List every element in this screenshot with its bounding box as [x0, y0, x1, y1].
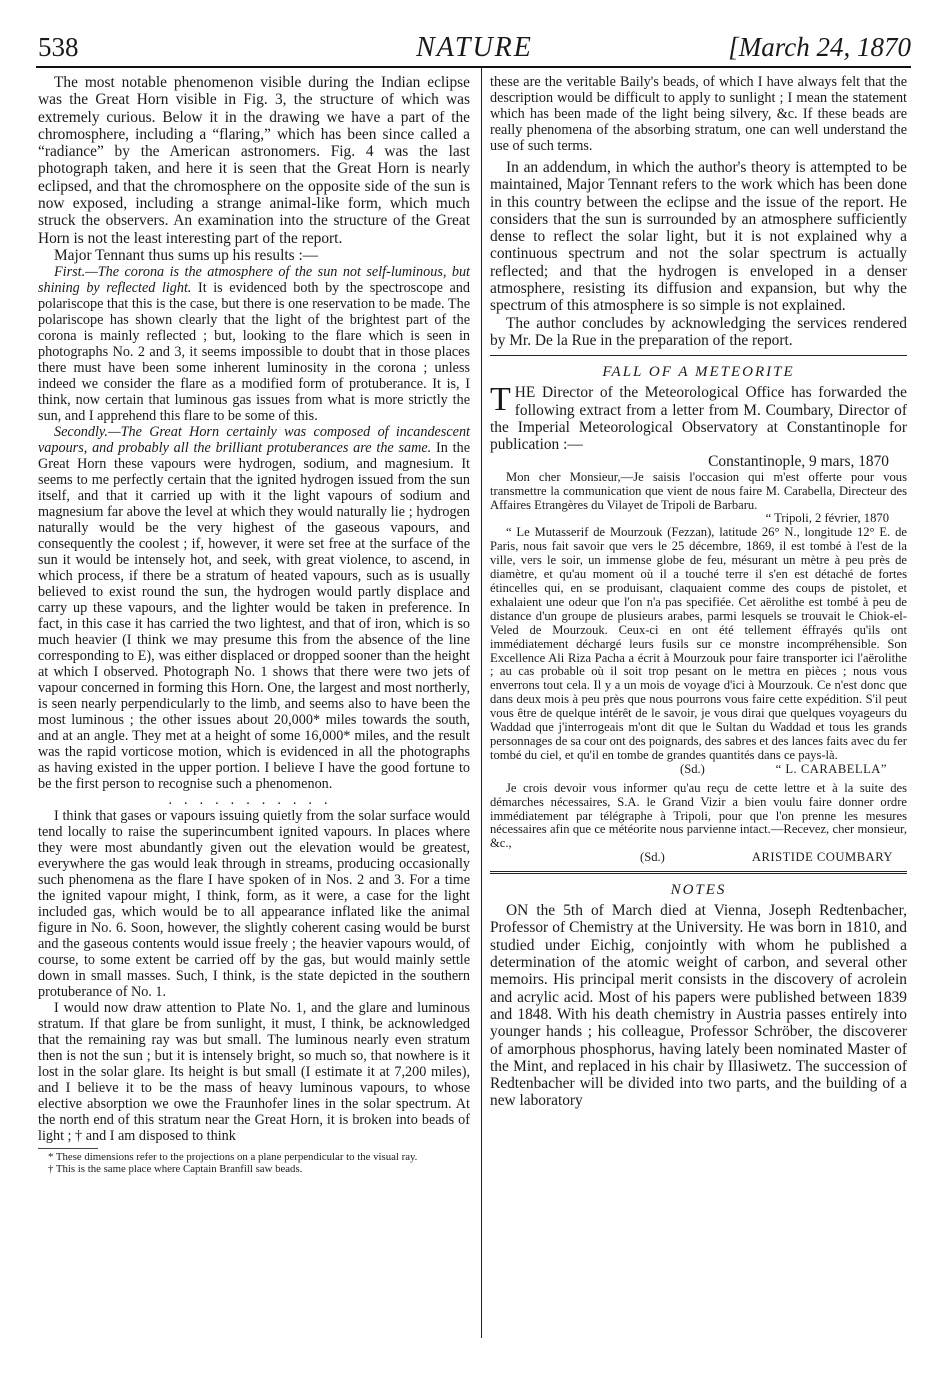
dateline-tripoli: “ Tripoli, 2 février, 1870 — [765, 511, 889, 526]
right-column — [490, 74, 907, 1110]
footnotes — [38, 1152, 470, 1175]
signature-coumbary-name: ARISTIDE COUMBARY — [751, 850, 893, 865]
meteorite-intro-block — [490, 381, 907, 471]
journal-title: NATURE — [416, 32, 533, 63]
notes-block — [490, 902, 907, 1110]
paragraph-first — [38, 264, 470, 424]
notes-rule — [490, 871, 907, 874]
paragraph-conclusion: The author concludes by acknowledging the services rendered by Mr. De la Rue in the preparation of the report. — [490, 314, 907, 349]
addendum-block — [490, 159, 907, 349]
left-column — [38, 74, 470, 1175]
footnote-rule — [38, 1148, 98, 1149]
signature-carabella-sd: (Sd.) — [680, 761, 705, 776]
first-body: It is evidenced both by the spectroscope and polariscope that this is the case, but there is one reservation to be made. The polariscope has shown clearly that the light of the brightest part of the corona is mainly reflected ; but, looking to the flare which is seen in photographs No. 2 and 3, it seems impossible to doubt that in those places there must have been some inherent luminosity in the corona ; unless indeed we consider the flare as a modified form of protuberance. It is, I think, now certain that luminous gas issues from what is more strictly the sun, and I apprehend this flare to be some of this. — [38, 280, 470, 425]
notes-heading: NOTES — [670, 882, 727, 899]
footnote-beads: † This is the same place where Captain Branfill saw beads. — [48, 1162, 303, 1175]
footnote-dimensions: * These dimensions refer to the projections on a plane perpendicular to the visual ray. — [48, 1151, 418, 1164]
signature-carabella — [490, 763, 907, 777]
page-number: 538 — [38, 32, 79, 62]
signature-carabella-name: “ L. CARABELLA” — [775, 761, 887, 776]
section-rule — [490, 355, 907, 356]
page-header — [38, 32, 911, 66]
header-rule — [36, 66, 911, 68]
signature-coumbary-sd: (Sd.) — [640, 850, 665, 865]
letter-tripoli: “ Le Mutasserif de Mourzouk (Fezzan), latitude 26° N., longitude 12° E. de Paris, nous fait savoir que vers le 25 décembre, 1869, il est tombé à l'est de la ville, vers le soir, un immense globe de feu, mésurant un mètre à peu près de diamètre, et qu'au moment où il a touché terre il s'en est détaché de fortes étincelles qui, en se produisant, claquaient comme des coups de pistolet, et exhalaient une odeur que l'on n'a pas specifiée. Cet aërolithe est tombé à peu de distance d'un groupe de plusieurs arabes, parmi lesquels se trouvait le Chiok-el-Veled de Mourzouk. Ceux-ci en ont été tellement éffrayés qu'ils ont immédiatement déchargé leurs fusils sur ce monstre incompréhensible. Son Excellence Ali Riza Pacha a écrit à Mourzouk pour faire transporter ici l'aërolithe ; au cas probable où il soit trop pesant on le mettra en pièces ; nous vous enverrons tout cela. Il y a un mois de voyage d'ici à Mourzouk. Ce n'est donc que dans deux mois à peu près que nous pourrons vous faire cette expédition. S'il peut vous être de quelque intérêt de le savoir, je vous dirai que quelques voyageurs du Waddad que j'interrogeais m'ont dit que le Sultan du Waddad et tous les grands personnages de sa cour ont des poignards, des sabres et des lances faits avec du fer tombé du ciel, et qu'il en tombe de grandes quantités dans ce pays-là. — [490, 525, 907, 762]
secondly-lead: Secondly.—The Great Horn certainly was composed of incandescent vapours, and probably all the brilliant protuberances are the same. — [38, 424, 470, 457]
letter-closing: Je crois devoir vous informer qu'au reçu de cette lettre et à la suite des démarches nécessaires, S.A. le Grand Vizir a bien voulu faire donner ordre immédiatement par télégraphe à Tripoli, pour que l'on prenne les mesures nécessaires afin que ce météorite nous parvienne intact.—Recevez, cher monsieur, &c., — [490, 780, 907, 851]
paragraph-great-horn: The most notable phenomenon visible during the Indian eclipse was the Great Horn visible in Fig. 3, the structure of which was extremely curious. Below it in the drawing we have a part of the chromosphere, including a “flaring,” which has been since called a “radiance” by the American astronomers. Fig. 4 was the last photograph taken, and here it is seen that the Great Horn is nearly eclipsed, and that the chromosphere on the opposite side of the sun is now exposed, including a strange animal-like form, which much struck the observers. An examination into the structure of the Great Horn is not the least interesting part of the report. — [38, 74, 470, 247]
paragraph-baily-beads: these are the veritable Baily's beads, of which I have always felt that the description would be difficult to apply to sunlight ; I mean the statement which has been made of the light being silvery, &c. If these beads are really phenomena of the absorbing stratum, one can well understand the use of such terms. — [490, 74, 907, 154]
paragraph-secondly — [38, 424, 470, 792]
secondly-body: In the Great Horn these vapours were hydrogen, sodium, and magnesium. It seems to me perfectly certain that the ignited hydrogen issued from the sun itself, and that it carried up with it the light vapours of sodium and magnesium far above the level at which they would naturally lie ; hydrogen naturally would be the very highest of the gaseous vapours, and consequently the coolest ; if, however, it were set free at the surface of the sun it would be intensely hot, and seek, with great violence, to ascend, in which process, if there be a stratum of heated vapours, such as is usually believed to exist round the sun, the hydrogen would partly displace and carry up these vapours, and the lighter would be taken in preference. In fact, in this case it has carried the two lightest, and that of iron, which is so much heavier (I think we may presume this from the absence of the line corresponding to E), was either displaced or dropped sooner than the height at which I observed. Photograph No. 1 shows that there were two jets of vapour concerned in forming this Horn. One, the largest and most northerly, is seen nearly perpendicularly to the limb, and seems also to have been the most luminous ; the other issues about 20,000* miles towards the south, and at an angle. They met at a height of some 16,000* miles, and the result was the rapid vorticose motion, which is evidenced in all the photographs as having existed in the upper portion. I believe I have the good fortune to be the first person to recognise such a phenomenon. — [38, 440, 471, 793]
ellipsis-break: ........... — [168, 792, 340, 809]
letter-block — [490, 471, 907, 865]
meteorite-intro: THE Director of the Meteorological Office has forwarded the following extract from a letter from M. Coumbary, Director of the Imperial Meteorological Observatory at Constantinople for publication :— — [490, 381, 907, 454]
column-divider — [481, 68, 482, 1338]
paragraph-plate: I would now draw attention to Plate No. 1, and the glare and luminous stratum. If that glare be from sunlight, it must, I think, be acknowledged that the remaining ray was but small. The luminous nearly even stratum then is not the sun ; but it is intensely bright, so much so, that nowhere is it lost in the solar glare. Its height is but small (I estimate it at 7,200 miles), and I believe it to be the mass of heavy luminous vapours, to whose elective absorption we owe the Fraunhofer lines in the solar spectrum. At the north end of this stratum near the Great Horn, it is broken into beads of light ; † and I am disposed to think — [38, 1000, 470, 1145]
first-lead: First.—The corona is the atmosphere of the sun not self-luminous, but shining by reflected light. — [38, 264, 470, 297]
signature-coumbary — [490, 851, 907, 865]
paragraph-results-intro: Major Tennant thus sums up his results :— — [54, 246, 319, 264]
dateline-constantinople: Constantinople, 9 mars, 1870 — [708, 453, 889, 471]
meteorite-heading: FALL OF A METEORITE — [602, 364, 795, 381]
paragraph-addendum: In an addendum, in which the author's theory is attempted to be maintained, Major Tennant refers to the work which has been done in this country between the eclipse and the issue of the report. He considers that the sun is surrounded by an atmosphere sufficiently dense to reflect the solar light, but it is not explained why a continuous spectrum and not the solar spectrum is actually reflected; and that the hydrogen is enveloped in a denser atmosphere, resisting its diffusion and expansion, but why the spectrum of this atmosphere is so simple is not explained. — [490, 159, 907, 315]
issue-date: [March 24, 1870 — [728, 32, 911, 62]
intro-block — [38, 74, 470, 264]
paragraph-redtenbacher: ON the 5th of March died at Vienna, Joseph Redtenbacher, Professor of Chemistry at the University. He was born in 1810, and studied under Eichig, conjointly with whom he published a determination of the atomic weight of carbon, and several other memoirs. His principal merit consists in the discovery of acrolein and acrylic acid. Most of his papers were published between 1839 and 1848. With his death chemistry in Austria passes entirely into younger hands ; his colleague, Professor Schröber, the discoverer of amorphous phosphorus, having lately been nominated Master of the Mint, and replaced in his chair by Illasiwetz. The succession of Redtenbacher will be divided into two parts, and the building of a new laboratory — [490, 902, 907, 1110]
letter-opening: Mon cher Monsieur,—Je saisis l'occasion qui m'est offerte pour vous transmettre la communication que vient de nous faire M. Carabella, Directeur des Affaires Etrangères du Vilayet de Tripoli de Barbaru. — [490, 469, 907, 512]
paragraph-gases: I think that gases or vapours issuing quietly from the solar surface would tend locally to raise the superincumbent ignited vapours. In places where they were most abundantly given out the elevation would be greatest, everywhere the gas would leak through in streams, producing occasionally such phenomena as the flare I have spoken of in Nos. 2 and 3. For a time the ignited vapour might, I think, form, as it were, a case for the light included gas, which would be to all appearance inflated like the animal figure in No. 6. Soon, however, the slightly coherent casing would be burst and the gaseous contents would issue freely ; the heavier vapours would, of course, to some extent be carried off by the gas, but would mainly settle down in small masses. Such, I think, is the state depicted in the southern protuberance of No. 1. — [38, 808, 470, 1001]
